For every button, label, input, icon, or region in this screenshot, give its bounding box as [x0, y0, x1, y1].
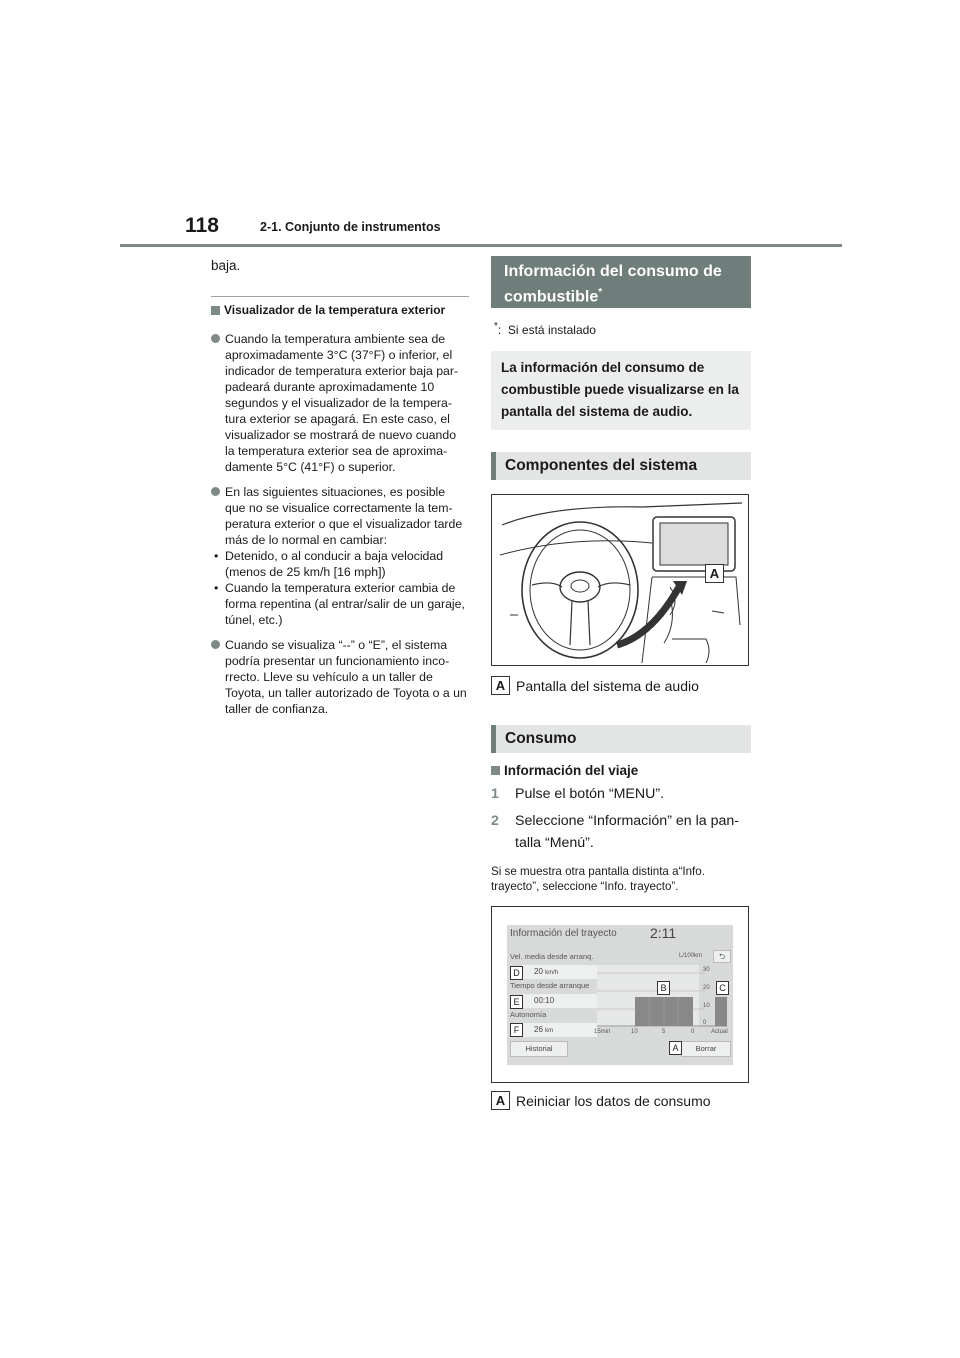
history-button[interactable]: Historial	[510, 1041, 568, 1057]
round-bullet-icon	[211, 640, 220, 649]
bullet-item	[211, 637, 469, 717]
fig2-caption-text: Reiniciar los datos de consumo	[516, 1092, 711, 1109]
elapsed-value: 00:10	[534, 996, 555, 1005]
tag-d: D	[510, 966, 523, 980]
screen-title: Información del trayecto	[510, 928, 617, 939]
step-text: Pulse el botón “MENU”.	[515, 786, 665, 802]
square-bullet-icon	[211, 306, 220, 315]
round-bullet-icon	[211, 334, 220, 343]
fig1-caption-text: Pantalla del sistema de audio	[516, 677, 699, 694]
avg-speed-unit: km/h	[545, 970, 559, 976]
page-number: 118	[185, 214, 219, 237]
screen-time: 2:11	[650, 925, 677, 941]
bullet-text: Cuando la temperatura ambiente sea de aproximadamente 3°C (37°F) o inferior, el indicador de temperatura exterior baja par-padeará durante aproximadamente 10 segundos y el visualizador de la tempera-tura exterior se apagará. En este caso, el visualizador se mostrará de nuevo cuando la temperatura exterior sea de aproxima-damente 5°C (41°F) o superior.	[225, 332, 459, 474]
avg-speed-label: Vel. media desde arranq.	[510, 952, 594, 961]
x-tick: 5	[662, 1029, 666, 1035]
square-bullet-icon	[491, 766, 500, 775]
step-item	[491, 783, 751, 805]
tag-b: B	[657, 981, 670, 995]
trip-subheading-text: Información del viaje	[504, 763, 639, 778]
bullet-text: Cuando se visualiza “--” o “E”, el sistema podría presentar un funcionamiento inco-rrecto. Lleve su vehículo a un taller de Toyota, un taller autorizado de Toyota o a un taller de confianza.	[225, 638, 467, 716]
fig1-caption-letter: A	[491, 676, 510, 695]
fig2-caption	[491, 1091, 751, 1110]
range-value: 26	[534, 1025, 543, 1034]
dashboard-figure	[491, 494, 749, 666]
trip-info-screen	[507, 925, 733, 1065]
note-text: Si se muestra otra pantalla distinta a“Info. trayecto”, seleccione “Info. trayecto”.	[491, 865, 705, 893]
bullet-item	[211, 331, 469, 475]
round-bullet-icon	[211, 487, 220, 496]
section-header: 2-1. Conjunto de instrumentos	[260, 220, 441, 234]
back-button[interactable]: ⮌	[713, 950, 731, 963]
x-tick: 10	[631, 1029, 638, 1035]
avg-speed-value: 20	[534, 967, 543, 976]
left-column	[211, 258, 469, 726]
subsection-title: Visualizador de la temperatura exterior	[224, 303, 446, 317]
subsection-rule	[211, 296, 469, 297]
trip-subheading	[491, 763, 751, 778]
right-column	[491, 256, 751, 1110]
subsection-heading	[211, 302, 469, 318]
components-heading: Componentes del sistema	[491, 452, 751, 480]
y-tick: 30	[703, 967, 710, 973]
fig1-label: A	[705, 564, 724, 583]
sub-bullet-item	[211, 548, 469, 580]
section-title-box	[491, 256, 751, 308]
elapsed-label: Tiempo desde arranque	[510, 981, 590, 990]
y-tick: 10	[703, 1003, 710, 1009]
tag-c: C	[716, 981, 729, 995]
fig1-caption	[491, 676, 751, 695]
continued-text: baja.	[211, 258, 241, 273]
tag-f: F	[510, 1023, 523, 1037]
fig2-caption-letter: A	[491, 1091, 510, 1110]
footnote: *: Si está instalado	[494, 321, 596, 337]
x-tick: 0	[691, 1029, 695, 1035]
range-unit: km	[545, 1028, 554, 1034]
bullet-text: En las siguientes situaciones, es posible que no se visualice correctamente la tem-peratura exterior o que el visualizador tarde más de lo normal en cambiar:	[225, 485, 463, 547]
trip-screen-figure	[491, 906, 749, 1083]
step-text: Seleccione “Información” en la pan-talla “Menú”.	[515, 813, 739, 851]
dot-mark-icon: •	[214, 581, 219, 595]
step-number: 2	[491, 813, 499, 829]
bullet-item	[211, 484, 469, 628]
title-asterisk: *	[598, 287, 603, 298]
step-number: 1	[491, 786, 499, 802]
section-title: Información del consumo de combustible	[504, 263, 722, 306]
unit-label: L/100km	[679, 953, 703, 959]
dot-mark-icon: •	[214, 549, 219, 563]
y-tick: 0	[703, 1020, 707, 1026]
tag-e: E	[510, 995, 523, 1009]
header-rule	[120, 244, 842, 247]
y-tick: 20	[703, 985, 710, 991]
clear-button[interactable]: Borrar	[681, 1041, 731, 1057]
tag-a: A	[669, 1041, 682, 1055]
sub-bullet-item	[211, 580, 469, 628]
footnote-text: Si está instalado	[507, 323, 596, 337]
sub-bullet-text: Detenido, o al conducir a baja velocidad (menos de 25 km/h [16 mph])	[225, 549, 444, 579]
sub-bullet-text: Cuando la temperatura exterior cambia de forma repentina (al entrar/salir de un garaje, túnel, etc.)	[225, 581, 465, 627]
intro-box: La información del consumo de combustible puede visualizarse en la pantalla del sistema de audio.	[491, 351, 751, 430]
x-tick: Actual	[711, 1029, 728, 1035]
x-tick: 15min	[594, 1029, 611, 1035]
step-item	[491, 810, 751, 854]
footnote-marker: *	[494, 321, 498, 332]
range-label: Autonomía	[510, 1010, 547, 1019]
consumption-heading: Consumo	[491, 725, 751, 753]
